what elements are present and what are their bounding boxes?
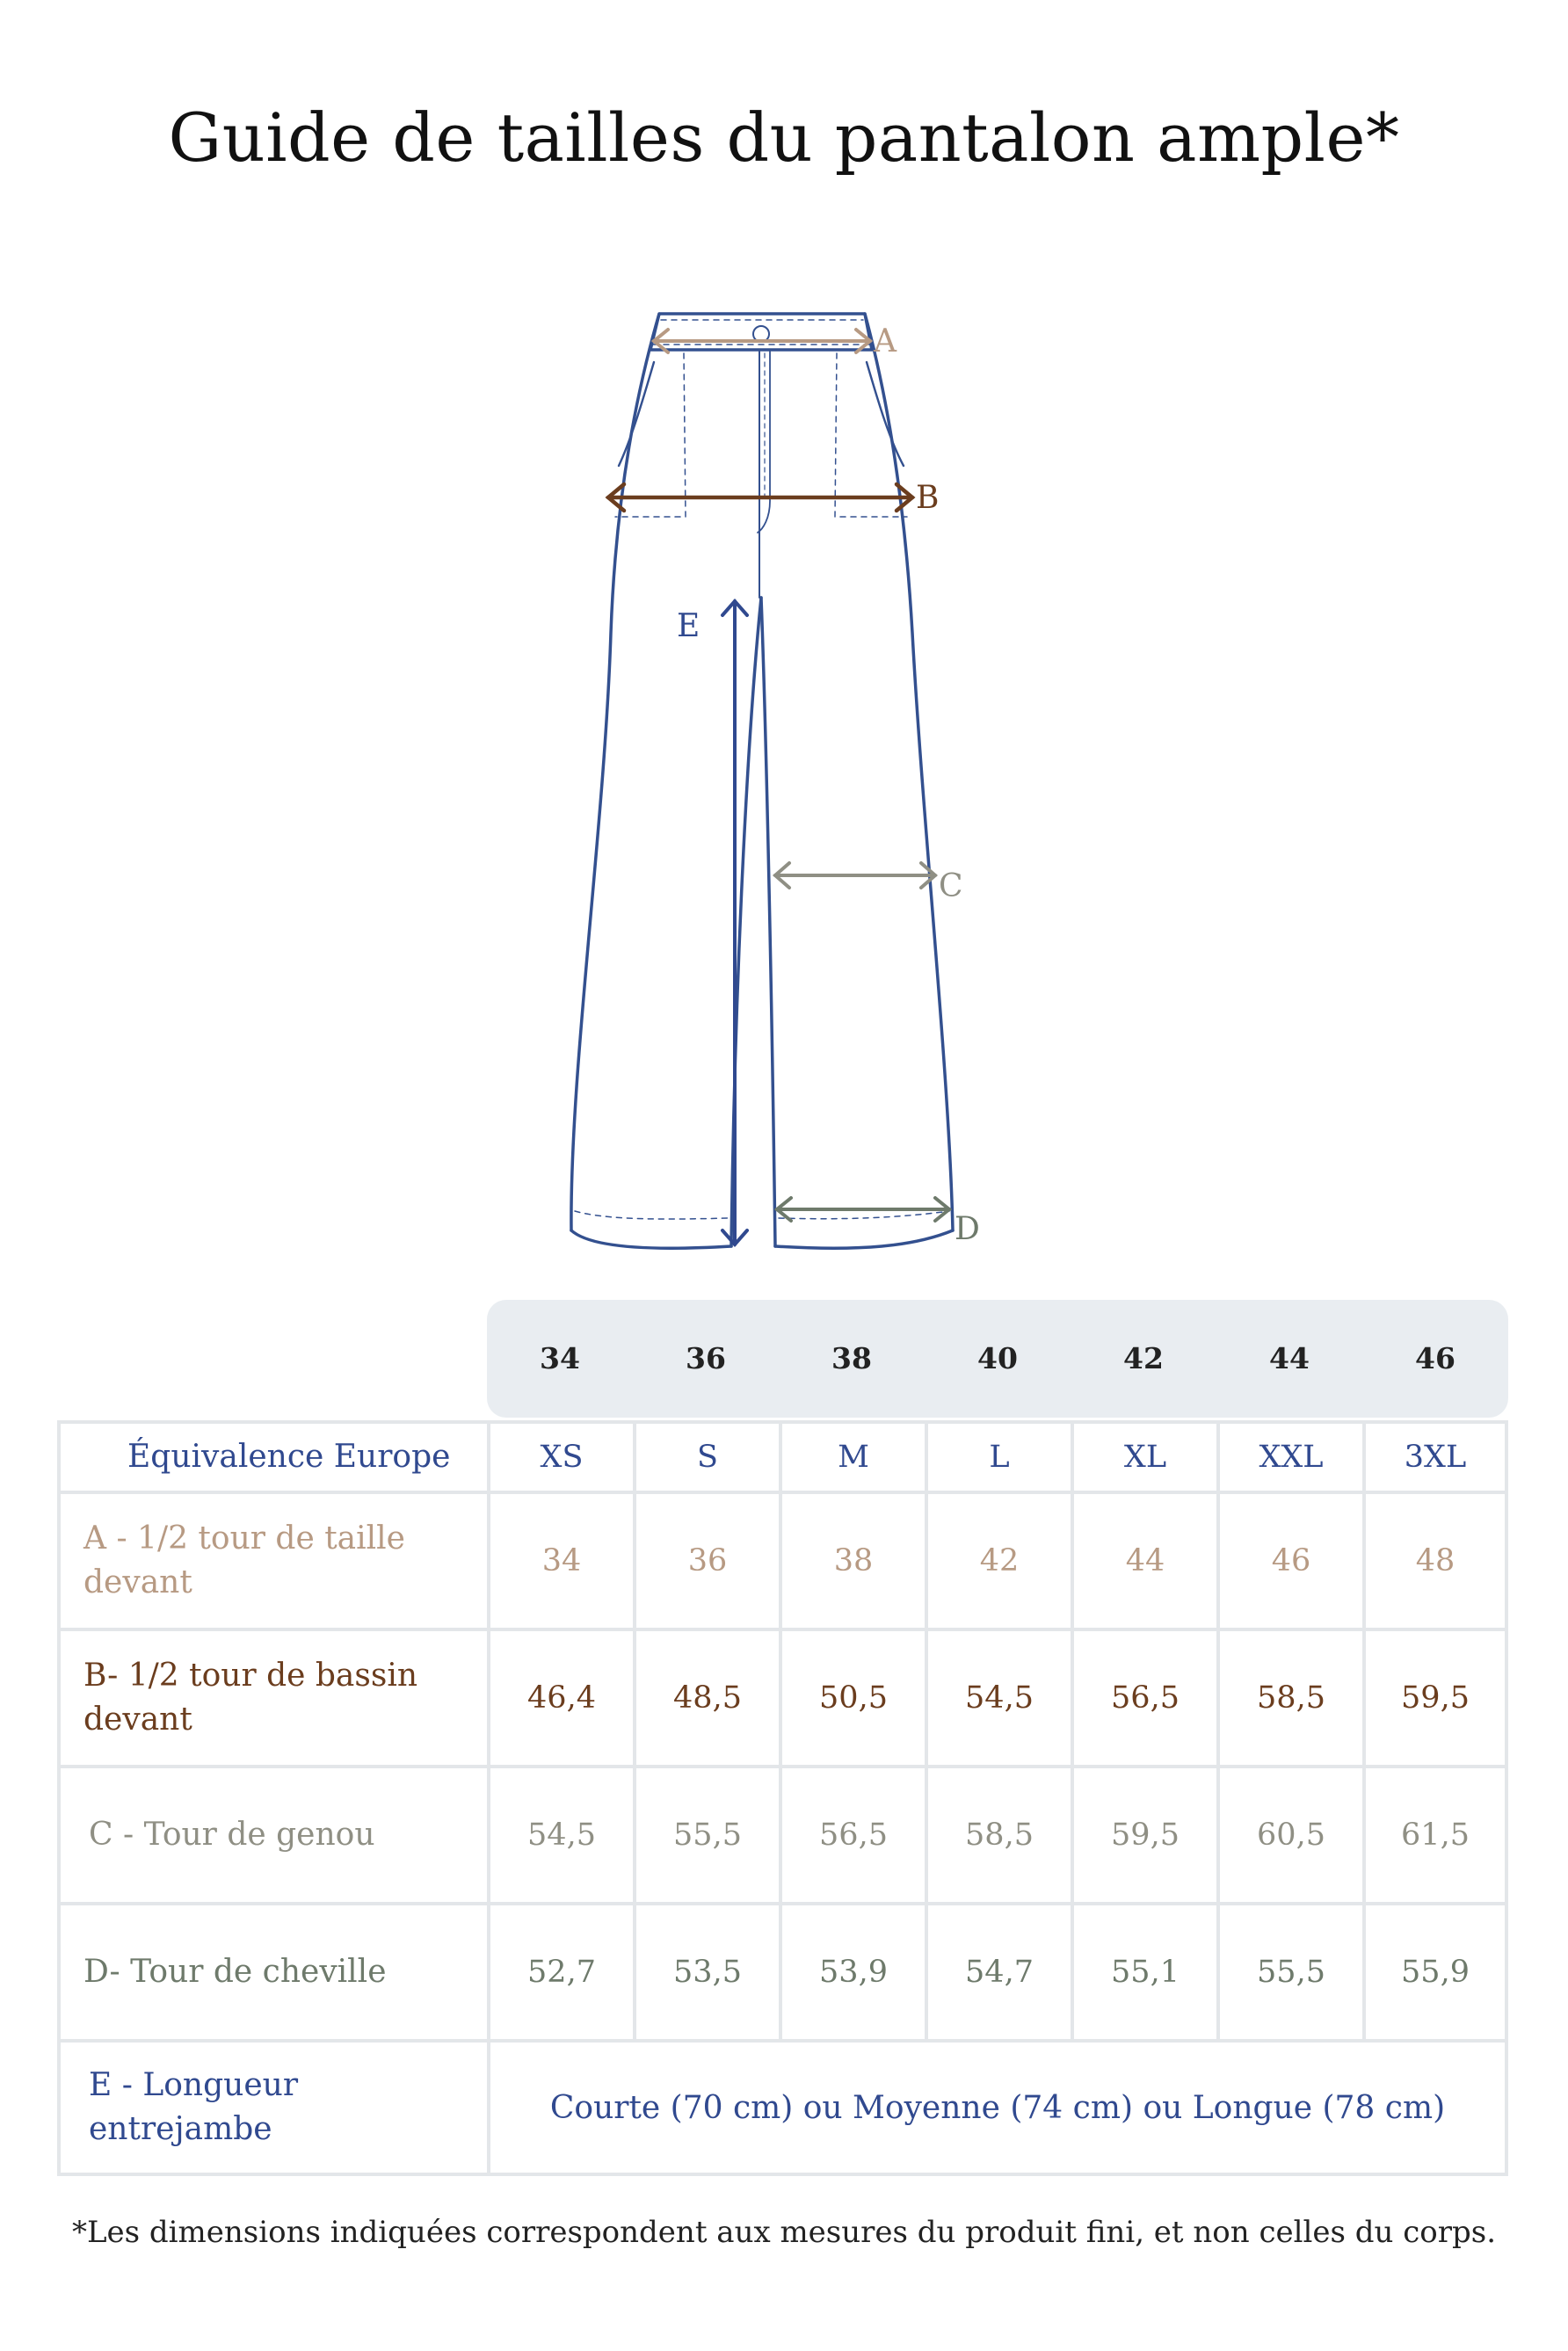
table-cell: 58,5 (1257, 1680, 1325, 1716)
table-cell: 50,5 (819, 1680, 888, 1716)
table-cell: 58,5 (965, 1818, 1034, 1853)
table-cell: 48,5 (673, 1680, 742, 1716)
table-cell: 55,5 (673, 1818, 742, 1853)
table-cell: 61,5 (1401, 1818, 1470, 1853)
table-cell: M (838, 1440, 869, 1475)
size-header-cell: 42 (1123, 1341, 1164, 1375)
page-title: Guide de tailles du pantalon ample* (168, 98, 1400, 177)
measure-d-arrow (777, 1198, 949, 1221)
measure-e-label: E (677, 608, 701, 644)
table-cell: 55,5 (1257, 1955, 1325, 1990)
table-cell: 56,5 (1111, 1680, 1180, 1716)
row-label-b: B- 1/2 tour de bassin devant (83, 1658, 418, 1738)
row-label-e: E - Longueur entrejambe (89, 2067, 299, 2147)
table-cell: 52,7 (527, 1955, 596, 1990)
table-cell: 46 (1271, 1543, 1311, 1578)
table-cell: S (697, 1440, 718, 1475)
table-cell: 34 (541, 1543, 582, 1578)
size-header-cell: 34 (540, 1341, 580, 1375)
size-header-cell: 38 (831, 1341, 872, 1375)
table-cell: 59,5 (1111, 1818, 1180, 1853)
table-cell: 55,1 (1111, 1955, 1180, 1990)
measure-e-arrow (722, 601, 747, 1244)
table-cell: L (989, 1440, 1010, 1475)
table-cell: 54,5 (965, 1680, 1034, 1716)
table-cell: 54,5 (527, 1818, 596, 1853)
table-cell: 60,5 (1257, 1818, 1325, 1853)
table-cell: 59,5 (1401, 1680, 1470, 1716)
measure-c-label: C (939, 868, 963, 904)
table-cell: 38 (833, 1543, 874, 1578)
table-cell: 44 (1125, 1543, 1165, 1578)
measure-a-label: A (874, 323, 897, 359)
size-header-cell: 40 (977, 1341, 1018, 1375)
row-label-d: D- Tour de cheville (83, 1954, 387, 1990)
row-label-a: A - 1/2 tour de taille devant (83, 1520, 405, 1600)
trouser-outline-drawing (527, 281, 1020, 1266)
table-cell: XL (1123, 1440, 1167, 1475)
measure-b-label: B (916, 480, 940, 516)
size-header-row (487, 1300, 1508, 1418)
row-label-europe: Équivalence Europe (127, 1439, 451, 1475)
table-cell-merged: Courte (70 cm) ou Moyenne (74 cm) ou Longue (78 cm) (549, 2089, 1446, 2126)
size-header-cell: 36 (686, 1341, 726, 1375)
table-cell: 46,4 (527, 1680, 596, 1716)
measure-d-label: D (955, 1211, 980, 1247)
table-cell: 56,5 (819, 1818, 888, 1853)
row-label-c: C - Tour de genou (89, 1817, 375, 1853)
footnote: *Les dimensions indiquées correspondent aux mesures du produit fini, et non celles du corps. (71, 2215, 1497, 2250)
measure-c-arrow (775, 863, 935, 888)
size-header-cell: 46 (1415, 1341, 1455, 1375)
table-cell: 53,9 (819, 1955, 888, 1990)
table-cell: 55,9 (1401, 1955, 1470, 1990)
table-cell: 42 (979, 1543, 1020, 1578)
table-cell: 36 (687, 1543, 728, 1578)
size-header-cell: 44 (1269, 1341, 1310, 1375)
table-cell: 53,5 (673, 1955, 742, 1990)
trouser-diagram (527, 281, 1020, 1266)
table-cell: XXL (1259, 1440, 1324, 1475)
table-cell: 54,7 (965, 1955, 1034, 1990)
table-cell: 48 (1415, 1543, 1455, 1578)
table-cell: XS (540, 1440, 584, 1475)
table-cell: 3XL (1404, 1440, 1467, 1475)
